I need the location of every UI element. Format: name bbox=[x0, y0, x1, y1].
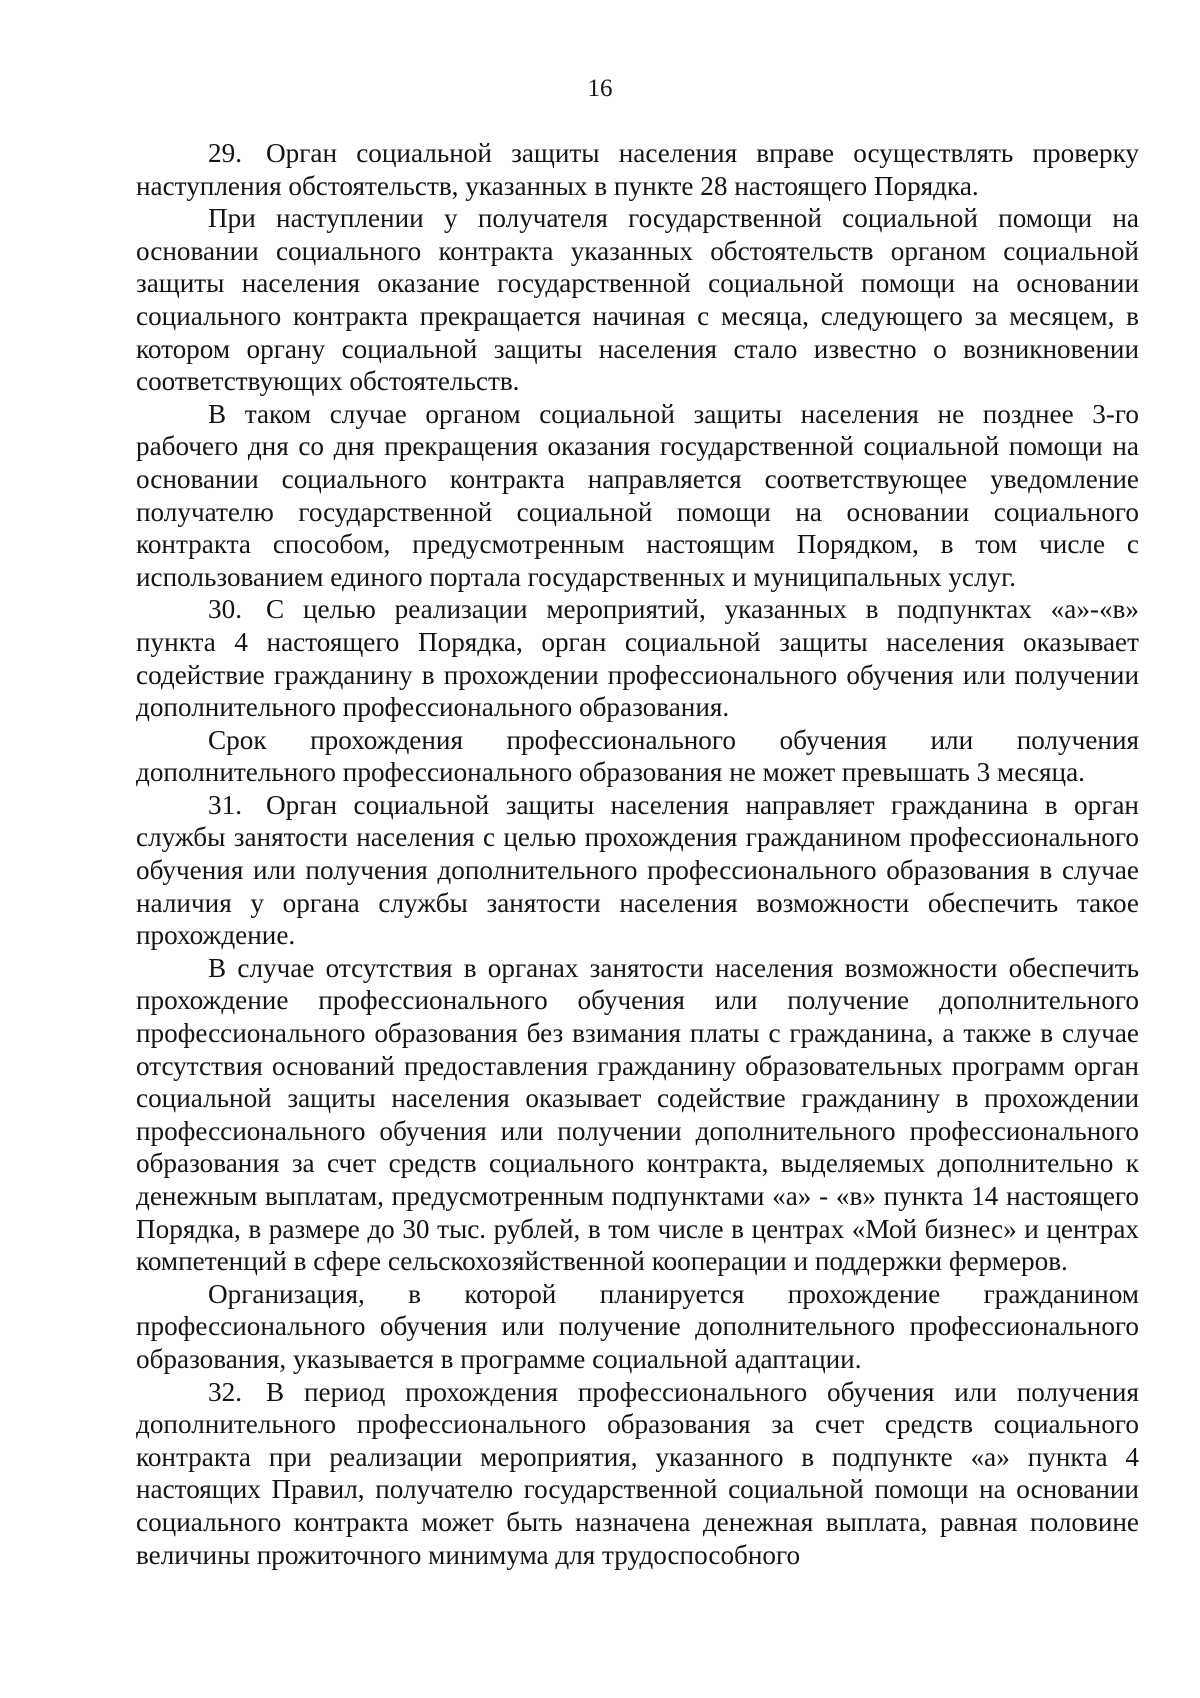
paragraph-text: В случае отсутствия в органах занятости населения возможности обеспечить прохождение профессионального обучения или получение дополнительного профессионального образования без взимания платы с гражданина, а также в случае отсутствия оснований предоставления гражданину образовательных программ орган социальной защиты населения оказывает содействие гражданину в прохождении профессионального обучения или получении дополнительного профессионального образования за счет средств социального контракта, выделяемых дополнительно к денежным выплатам, предусмотренным подпунктами «а» - «в» пункта 14 настоящего Порядка, в размере до 30 тыс. рублей, в том числе в центрах «Мой бизнес» и центрах компетенций в сфере сельскохозяйственной кооперации и поддержки фермеров. bbox=[136, 952, 1139, 1277]
paragraph-text: При наступлении у получателя государственной социальной помощи на основании социального контракта указанных обстоятельств органом социальной защиты населения оказание государственной социальной помощи на основании социального контракта прекращается начиная с месяца, следующего за месяцем, в котором органу социальной защиты населения стало известно о возникновении соответствующих обстоятельств. bbox=[136, 203, 1139, 397]
document-body bbox=[136, 137, 1139, 1571]
paragraph-29-part-2 bbox=[136, 202, 1139, 398]
paragraph-31-part-3 bbox=[136, 1278, 1139, 1376]
paragraph-29-part-3 bbox=[136, 398, 1139, 594]
paragraph-text: Организация, в которой планируется прохождение гражданином профессионального обучения или получение дополнительного профессионального образования, указывается в программе социальной адаптации. bbox=[136, 1278, 1139, 1374]
paragraph-text: В таком случае органом социальной защиты населения не позднее 3-го рабочего дня со дня прекращения оказания государственной социальной помощи на основании социального контракта направляется соответствующее уведомление получателю государственной социальной помощи на основании социального контракта способом, предусмотренным настоящим Порядком, в том числе с использованием единого портала государственных и муниципальных услуг. bbox=[136, 398, 1139, 592]
paragraph-number: 30. bbox=[208, 594, 242, 625]
paragraph-text: С целью реализации мероприятий, указанных в подпунктах «а»-«в» пункта 4 настоящего Порядка, орган социальной защиты населения оказывает содействие гражданину в прохождении профессионального обучения или получении дополнительного профессионального образования. bbox=[136, 594, 1139, 723]
paragraph-30 bbox=[136, 593, 1139, 723]
paragraph-text: Орган социальной защиты населения направляет гражданина в орган службы занятости населения с целью прохождения гражданином профессионального обучения или получения дополнительного профессионального образования в случае наличия у органа службы занятости населения возможности обеспечить такое прохождение. bbox=[136, 789, 1139, 951]
paragraph-30-part-2 bbox=[136, 724, 1139, 789]
paragraph-29 bbox=[136, 137, 1139, 202]
paragraph-number: 31. bbox=[208, 789, 242, 820]
paragraph-number: 32. bbox=[208, 1376, 242, 1407]
paragraph-text: Срок прохождения профессионального обучения или получения дополнительного профессионального образования не может превышать 3 месяца. bbox=[136, 724, 1139, 788]
paragraph-text: Орган социальной защиты населения вправе осуществлять проверку наступления обстоятельств, указанных в пункте 28 настоящего Порядка. bbox=[136, 138, 1139, 201]
paragraph-31 bbox=[136, 789, 1139, 952]
paragraph-31-part-2 bbox=[136, 952, 1139, 1278]
page-number: 16 bbox=[587, 75, 613, 102]
paragraph-number: 29. bbox=[208, 138, 242, 168]
paragraph-32 bbox=[136, 1376, 1139, 1572]
paragraph-text: В период прохождения профессионального обучения или получения дополнительного профессионального образования за счет средств социального контракта при реализации мероприятия, указанного в подпункте «а» пункта 4 настоящих Правил, получателю государственной социальной помощи на основании социального контракта может быть назначена денежная выплата, равная половине величины прожиточного минимума для трудоспособного bbox=[136, 1376, 1139, 1570]
